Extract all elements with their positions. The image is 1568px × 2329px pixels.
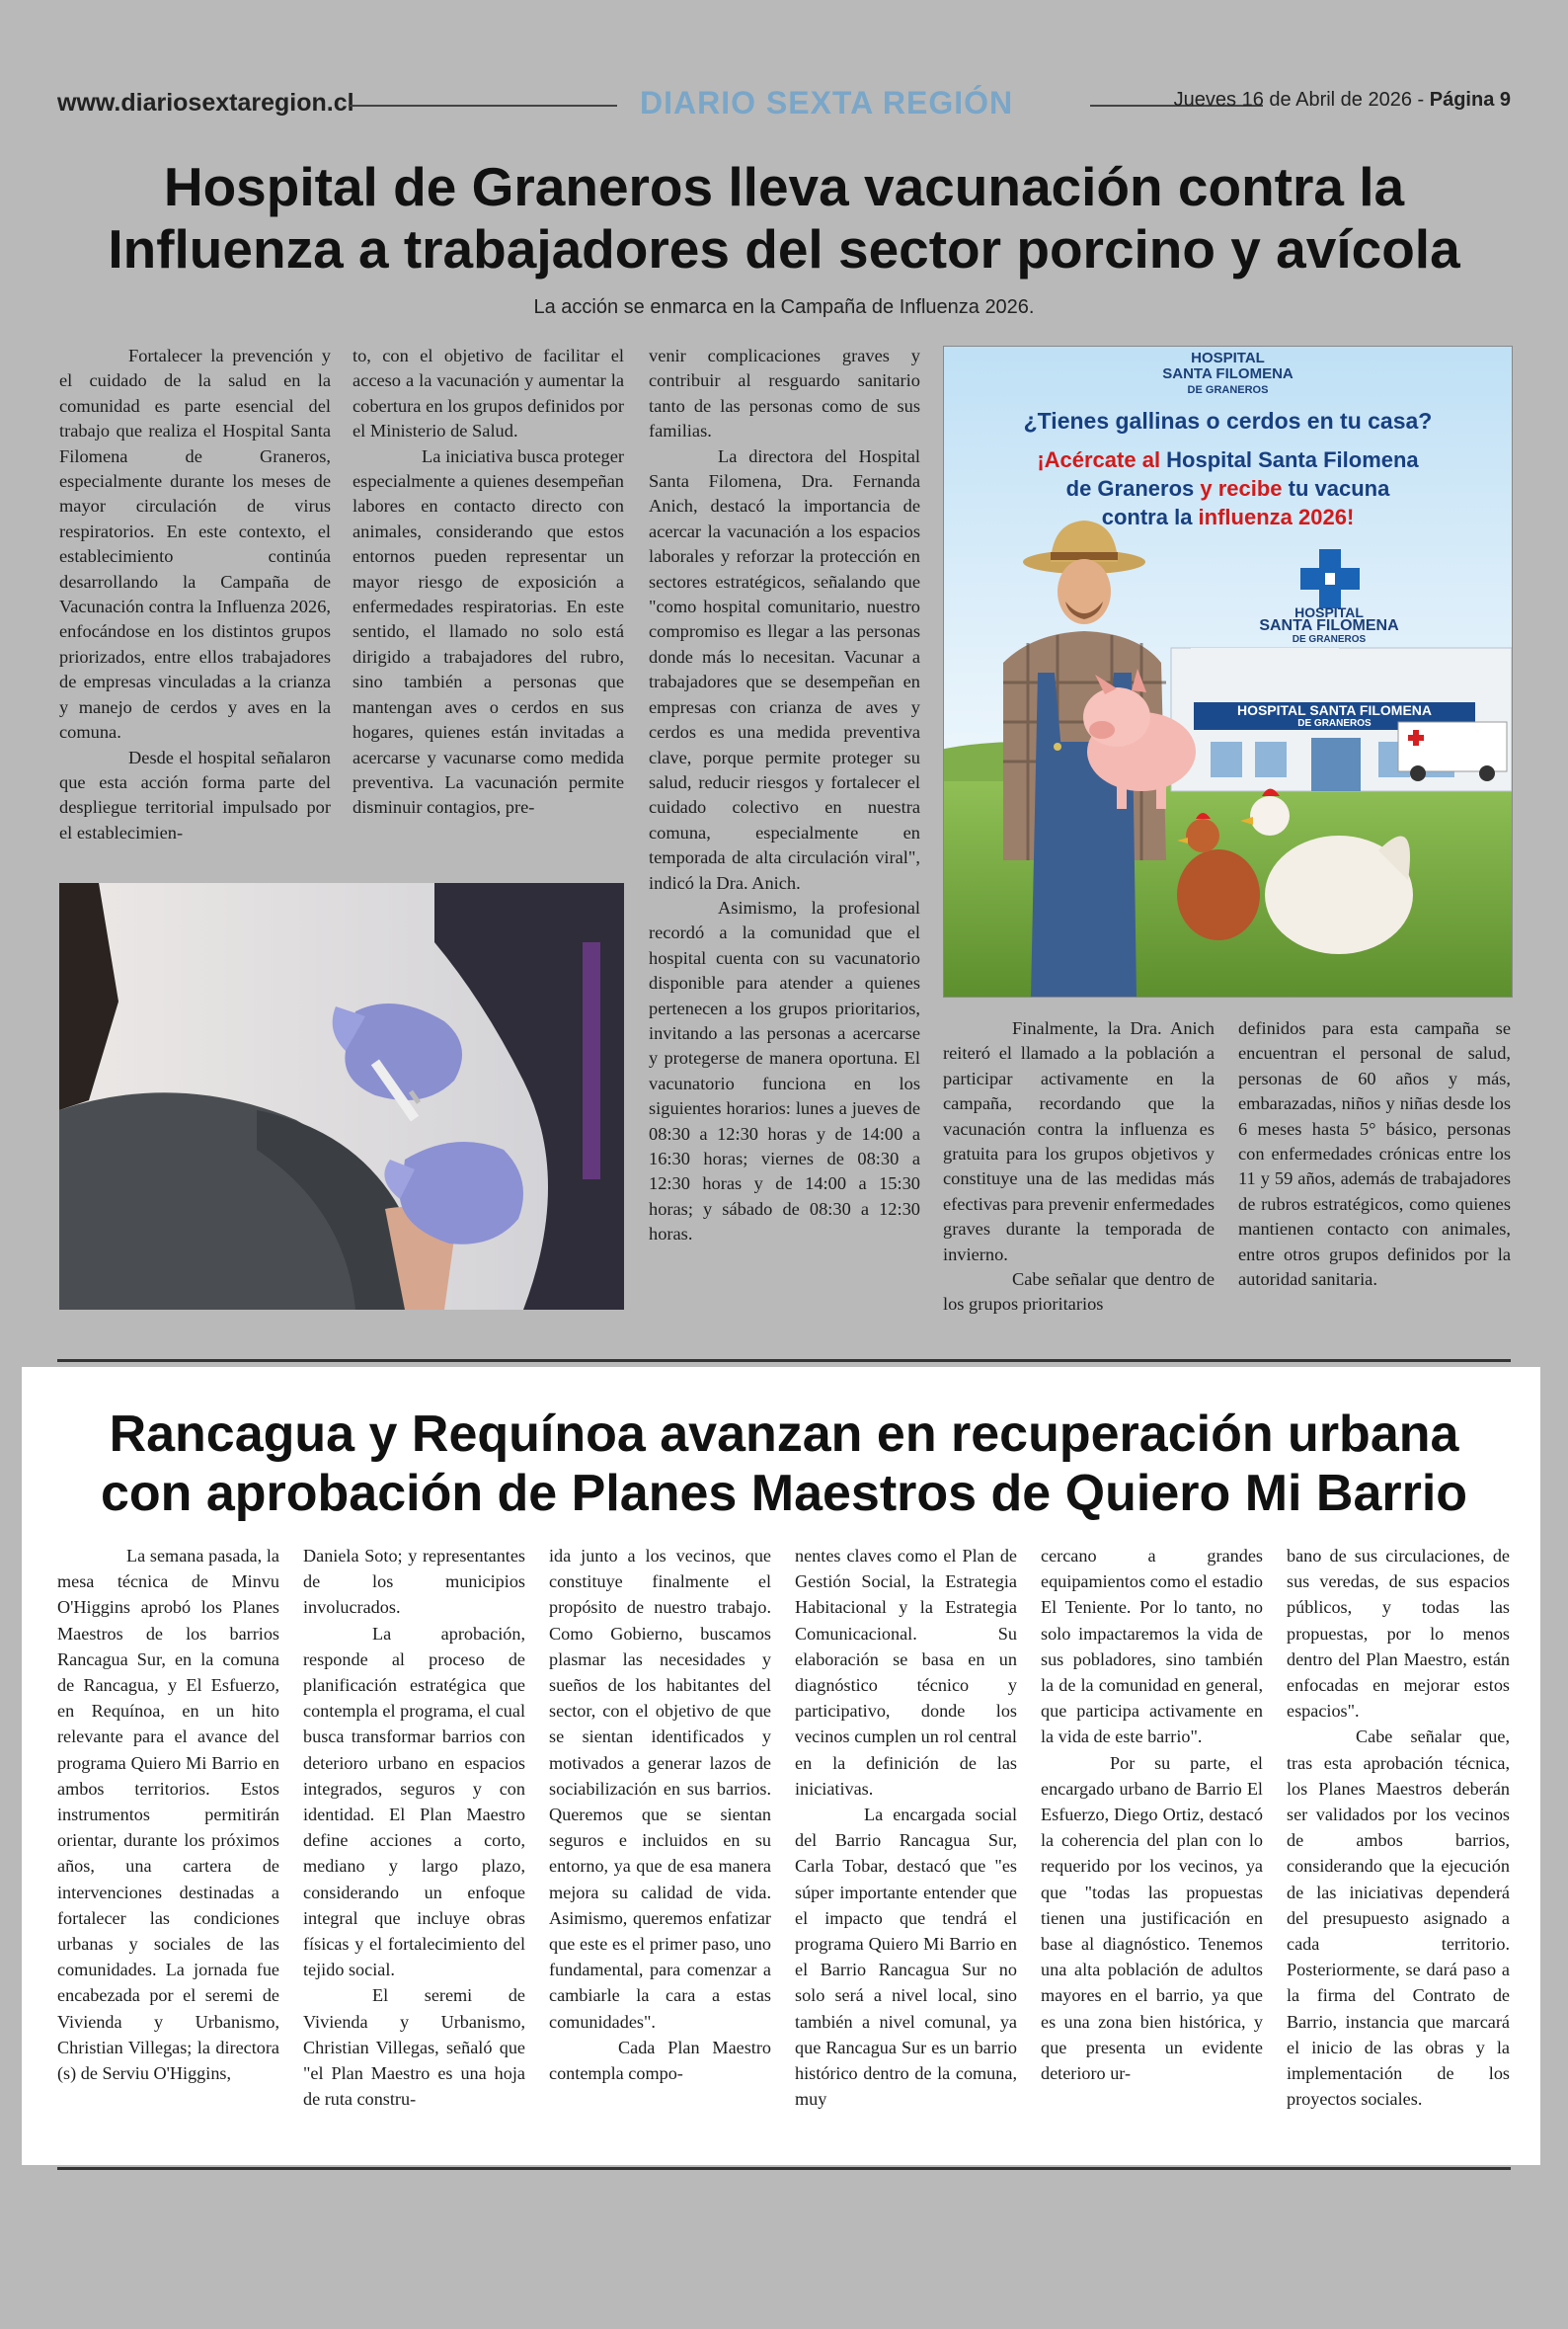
cta-text-3: de Graneros [1065,476,1195,501]
paragraph: La semana pasada, la mesa técnica de Minvu O'Higgins aprobó los Planes Maestros de los barrios Rancagua Sur, en la comuna de Rancagua, y El Esfuerzo, en Requínoa, en un hito relevante para el avance del programa Quiero Mi Barrio en ambos territorios. Estos instrumentos permitirán orientar, durante los próximos años, una cartera de intervenciones destinadas a fortalecer las condiciones urbanas y sociales de las comunidades. La jornada fue encabezada por el seremi de Vivienda y Urbanismo, Christian Villegas; la directora (s) de Serviu O'Higgins, [57,1546,279,2084]
paper-name: DIARIO SEXTA REGIÓN [640,85,1014,120]
paragraph: Cabe señalar que dentro de los grupos prioritarios [943,1269,1215,1315]
article1-headline-line2: Influenza a trabajadores del sector porcino y avícola [108,218,1460,280]
paragraph: bano de sus circulaciones, de sus veredas, de sus espacios públicos, y todas las propuestas, por lo menos dentro del Plan Maestro, están enfocadas en mejorar estos espacios". [1287,1546,1510,1722]
paragraph: Cada Plan Maestro contempla compo- [549,2037,771,2084]
poster-logo-line1: HOSPITAL [1191,350,1265,366]
paragraph: Fortalecer la prevención y el cuidado de la salud en la comunidad es parte esencial del trabajo que realiza el Hospital Santa Filomena de Graneros, especialmente durante los meses de mayor circulación de virus respiratorios. En este contexto, el establecimiento continúa desarrollando la Campaña de Vacunación contra la Influenza 2026, enfocándose en los distintos grupos priorizados, entre ellos trabajadores de empresas vinculadas a la crianza y manejo de cerdos y aves en la comuna. [59,346,331,743]
paragraph: La aprobación, responde al proceso de planificación estratégica que contempla el programa, el cual busca transformar barrios con deterioro urbano en espacios integrados, seguros y con identidad. El Plan Maestro define acciones a corto, mediano y largo plazo, considerando un enfoque integral que incluye obras físicas y el fortalecimiento del tejido social. [303,1623,525,1980]
cta-text-1: ¡Acércate al [1037,447,1167,472]
article1-column-5 [1238,1016,1511,1292]
article2-headline-line1: Rancagua y Requínoa avanzan en recuperación urbana [109,1405,1459,1463]
article1-headline-line1: Hospital de Graneros lleva vacunación contra la [163,156,1405,217]
article2-headline-line2: con aprobación de Planes Maestros de Quiero Mi Barrio [100,1465,1468,1522]
building-sign-line3: DE GRANEROS [1292,634,1367,645]
paragraph: definidos para esta campaña se encuentran el personal de salud, personas de 60 años y más, embarazadas, niños y niñas desde los 6 meses hasta 5° básico, personas con enfermedades crónicas entre los 11 y 59 años, además de trabajadores de rubros estratégicos, como quienes mantienen contacto con animales, entre otros grupos definidos por la autoridad sanitaria. [1238,1018,1511,1290]
section-divider-top [57,1359,1511,1362]
paragraph: nentes claves como el Plan de Gestión Social, la Estrategia Habitacional y la Estrategia Comunicacional. Su elaboración se basa en un diagnóstico técnico y participativo, donde los vecinos cumplen un rol central en la definición de las iniciativas. [795,1546,1017,1799]
article1-subheadline: La acción se enmarca en la Campaña de Influenza 2026. [533,296,1035,318]
building-banner-line2: DE GRANEROS [1297,718,1372,729]
poster-question: ¿Tienes gallinas o cerdos en tu casa? [1023,408,1433,434]
article2-column-3 [549,1543,771,2086]
article1-column-1 [59,344,331,845]
article2-column-2 [303,1543,525,2112]
article1-column-2 [353,344,624,821]
poster-artwork [944,347,1512,997]
building-sign-line1: HOSPITAL [1294,604,1364,620]
paragraph: Asimismo, la profesional recordó a la comunidad que el hospital cuenta con su vacunatorio disponible para atender a quienes pertenecen a los grupos prioritarios, invitando a las personas a acercarse y protegerse de manera oportuna. El vacunatorio funciona en los siguientes horarios: lunes a jueves de 08:30 a 12:30 horas y de 14:00 a 16:30 horas; viernes de 08:30 a 12:30 horas y de 14:00 a 15:30 horas; y sábado de 08:30 a 12:30 horas. [649,897,920,1245]
paragraph: venir complicaciones graves y contribuir al resguardo sanitario tanto de las personas como de sus familias. [649,346,920,442]
poster-logo-line2: SANTA FILOMENA [1162,365,1294,382]
article2-column-5 [1041,1543,1263,2086]
paragraph: La encargada social del Barrio Rancagua Sur, Carla Tobar, destacó que "es súper importante entender que el impacto que tendrá el programa Quiero Mi Barrio en el Barrio Rancagua Sur no solo será a nivel local, sino también a nivel comunal, ya que Rancagua Sur es un barrio histórico dentro de la comuna, muy [795,1805,1017,2110]
poster-logo-text [944,351,1512,398]
paragraph: El seremi de Vivienda y Urbanismo, Christian Villegas, señaló que "el Plan Maestro es una hoja de ruta constru- [303,1985,525,2110]
cta-text-6: contra la [1101,505,1199,529]
poster-call-to-action [944,445,1512,531]
building-banner-line1: HOSPITAL SANTA FILOMENA [1236,702,1433,718]
vaccination-photo [59,883,624,1310]
paragraph: Daniela Soto; y representantes de los municipios involucrados. [303,1546,525,1618]
campaign-poster [943,346,1513,998]
masthead [57,83,1511,122]
paragraph: Desde el hospital señalaron que esta acción forma parte del despliegue territorial impulsado por el establecimien- [59,747,331,843]
paragraph: Cabe señalar que, tras esta aprobación técnica, los Planes Maestros deberán ser validados por los vecinos de ambos barrios, considerando que la ejecución de las iniciativas dependerá del presupuesto asignado a cada territorio. Posteriormente, se dará paso a la firma del Contrato de Barrio, instancia que marcará el inicio de las obras y la implementación de los proyectos sociales. [1287,1727,1510,2110]
section-divider-bottom [57,2167,1511,2170]
article1-column-4 [943,1016,1215,1318]
building-sign [1240,605,1418,647]
paragraph: La directora del Hospital Santa Filomena, Dra. Fernanda Anich, destacó la importancia de acercar la vacunación a los espacios laborales y reforzar la protección en sectores estratégicos, señalando que "como hospital comunitario, nuestro compromiso es llegar a las personas donde más lo necesitan. Vacunar a trabajadores que se desempeñan en empresas con crianza de aves y cerdos es una medida preventiva clave, porque permite proteger su salud, reducir riesgos y fortalecer el cuidado colectivo en nuestra comuna, especialmente en temporada de alta circulación viral", indicó la Dra. Anich. [649,445,920,893]
date-text: Jueves 16 de Abril de 2026 - [1173,89,1430,111]
article2-column-6 [1287,1543,1510,2112]
cta-text-4: y recibe [1194,476,1289,501]
masthead-rule-left [349,105,617,107]
paragraph: cercano a grandes equipamientos como el estadio El Teniente. Por lo tanto, no solo impactaremos la vida de sus pobladores, sino también la de la comunidad en general, que participa activamente en la vida de este barrio". [1041,1546,1263,1747]
issue-date [1174,89,1511,112]
article2-headline [30,1405,1538,1523]
paragraph: La iniciativa busca proteger especialmente a quienes desempeñan labores en contacto directo con animales, considerando que estos entornos pueden representar un mayor riesgo de exposición a enfermedades respiratorias. En este sentido, el llamado no solo está dirigido a trabajadores del rubro, sino también a personas que mantengan aves o cerdos en sus hogares, quienes están invitadas a acercarse y vacunarse como medida preventiva. La vacunación permite disminuir contagios, pre- [353,445,624,818]
article1-headline [30,156,1538,281]
article2-column-4 [795,1543,1017,2112]
building-banner [1194,703,1475,731]
cta-text-2: Hospital Santa Filomena [1166,447,1419,472]
cta-text-5: tu vacuna [1288,476,1390,501]
paragraph: to, con el objetivo de facilitar el acceso a la vacunación y aumentar la cobertura en los grupos definidos por el Ministerio de Salud. [353,346,624,442]
page-number: Página 9 [1429,89,1511,111]
building-sign-line2: SANTA FILOMENA [1259,617,1399,634]
site-url[interactable]: www.diariosextaregion.cl [57,89,354,117]
poster-logo-line3: DE GRANEROS [1187,384,1269,396]
cta-text-7: influenza 2026! [1198,505,1355,529]
paragraph: ida junto a los vecinos, que constituye finalmente el propósito de nuestro trabajo. Como Gobierno, buscamos plasmar las necesidades y sueños de los habitantes del sector, con el objetivo de que se sientan identificados y motivados a generar lazos de sociabilización en sus barrios. Queremos que se sientan seguros e incluidos en su entorno, ya que de esa manera mejora su calidad de vida. Asimismo, queremos enfatizar que este es el primer paso, uno fundamental, para comenzar a cambiarle la cara a estas comunidades". [549,1546,771,2032]
paragraph: Finalmente, la Dra. Anich reiteró el llamado a la población a participar activamente en la campaña, recordando que la vacunación contra la influenza es gratuita para los grupos objetivos y constituye una de las medidas más efectivas para prevenir enfermedades graves durante la temporada de invierno. [943,1018,1215,1264]
vaccination-illustration [59,883,624,1310]
paragraph: Por su parte, el encargado urbano de Barrio El Esfuerzo, Diego Ortiz, destacó la coherencia del plan con lo requerido por los vecinos, ya que "todas las propuestas tienen una justificación en base al diagnóstico. Tenemos una alta población de adultos mayores en el barrio, ya que es una zona bien histórica, y que presenta un evidente deterioro ur- [1041,1752,1263,2084]
article2-column-1 [57,1543,279,2086]
article1-column-3 [649,344,920,1247]
